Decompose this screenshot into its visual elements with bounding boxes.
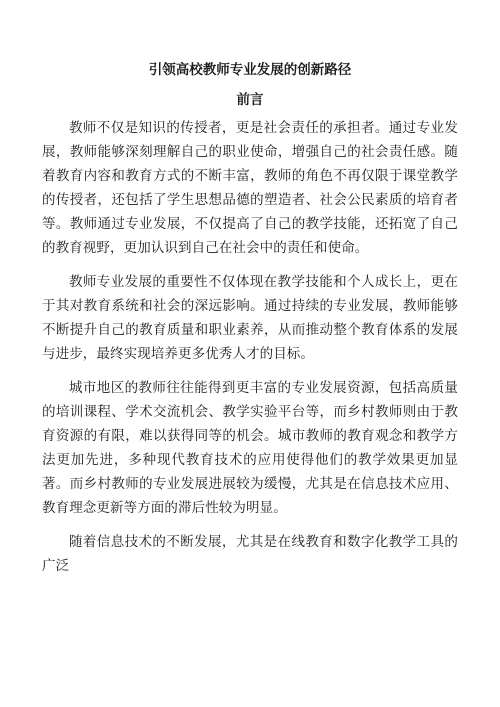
paragraph-2: 教师专业发展的重要性不仅体现在教学技能和个人成长上，更在于其对教育系统和社会的深远影响。通过持续的专业发展，教师能够不断提升自己的教育质量和职业素养，从而推动整个教育体系的发展与进步，最终实现培养更多优秀人才的目标。: [42, 274, 458, 362]
paragraph-3: 城市地区的教师往往能得到更丰富的专业发展资源，包括高质量的培训课程、学术交流机会、教学实验平台等，而乡村教师则由于教育资源的有限，难以获得同等的机会。城市教师的教育观念和教学方法更加先进，多种现代教育技术的应用使得他们的教学效果更加显著。而乡村教师的专业发展进展较为缓慢，尤其是在信息技术应用、教育理念更新等方面的滞后性较为明显。: [42, 380, 458, 516]
paragraph-4: 随着信息技术的不断发展，尤其是在线教育和数字化教学工具的广泛: [42, 534, 458, 574]
document-title: 引领高校教师专业发展的创新路径: [148, 62, 352, 78]
section-heading-preface: 前言: [236, 92, 264, 108]
paragraph-1: 教师不仅是知识的传授者，更是社会责任的承担者。通过专业发展，教师能够深刻理解自己的职业使命，增强自己的社会责任感。随着教育内容和教育方式的不断丰富，教师的角色不再仅限于课堂教学的传授者，还包括了学生思想品德的塑造者、社会公民素质的培育者等。教师通过专业发展，不仅提高了自己的教学技能，还拓宽了自己的教育视野，更加认识到自己在社会中的责任和使命。: [42, 120, 458, 256]
